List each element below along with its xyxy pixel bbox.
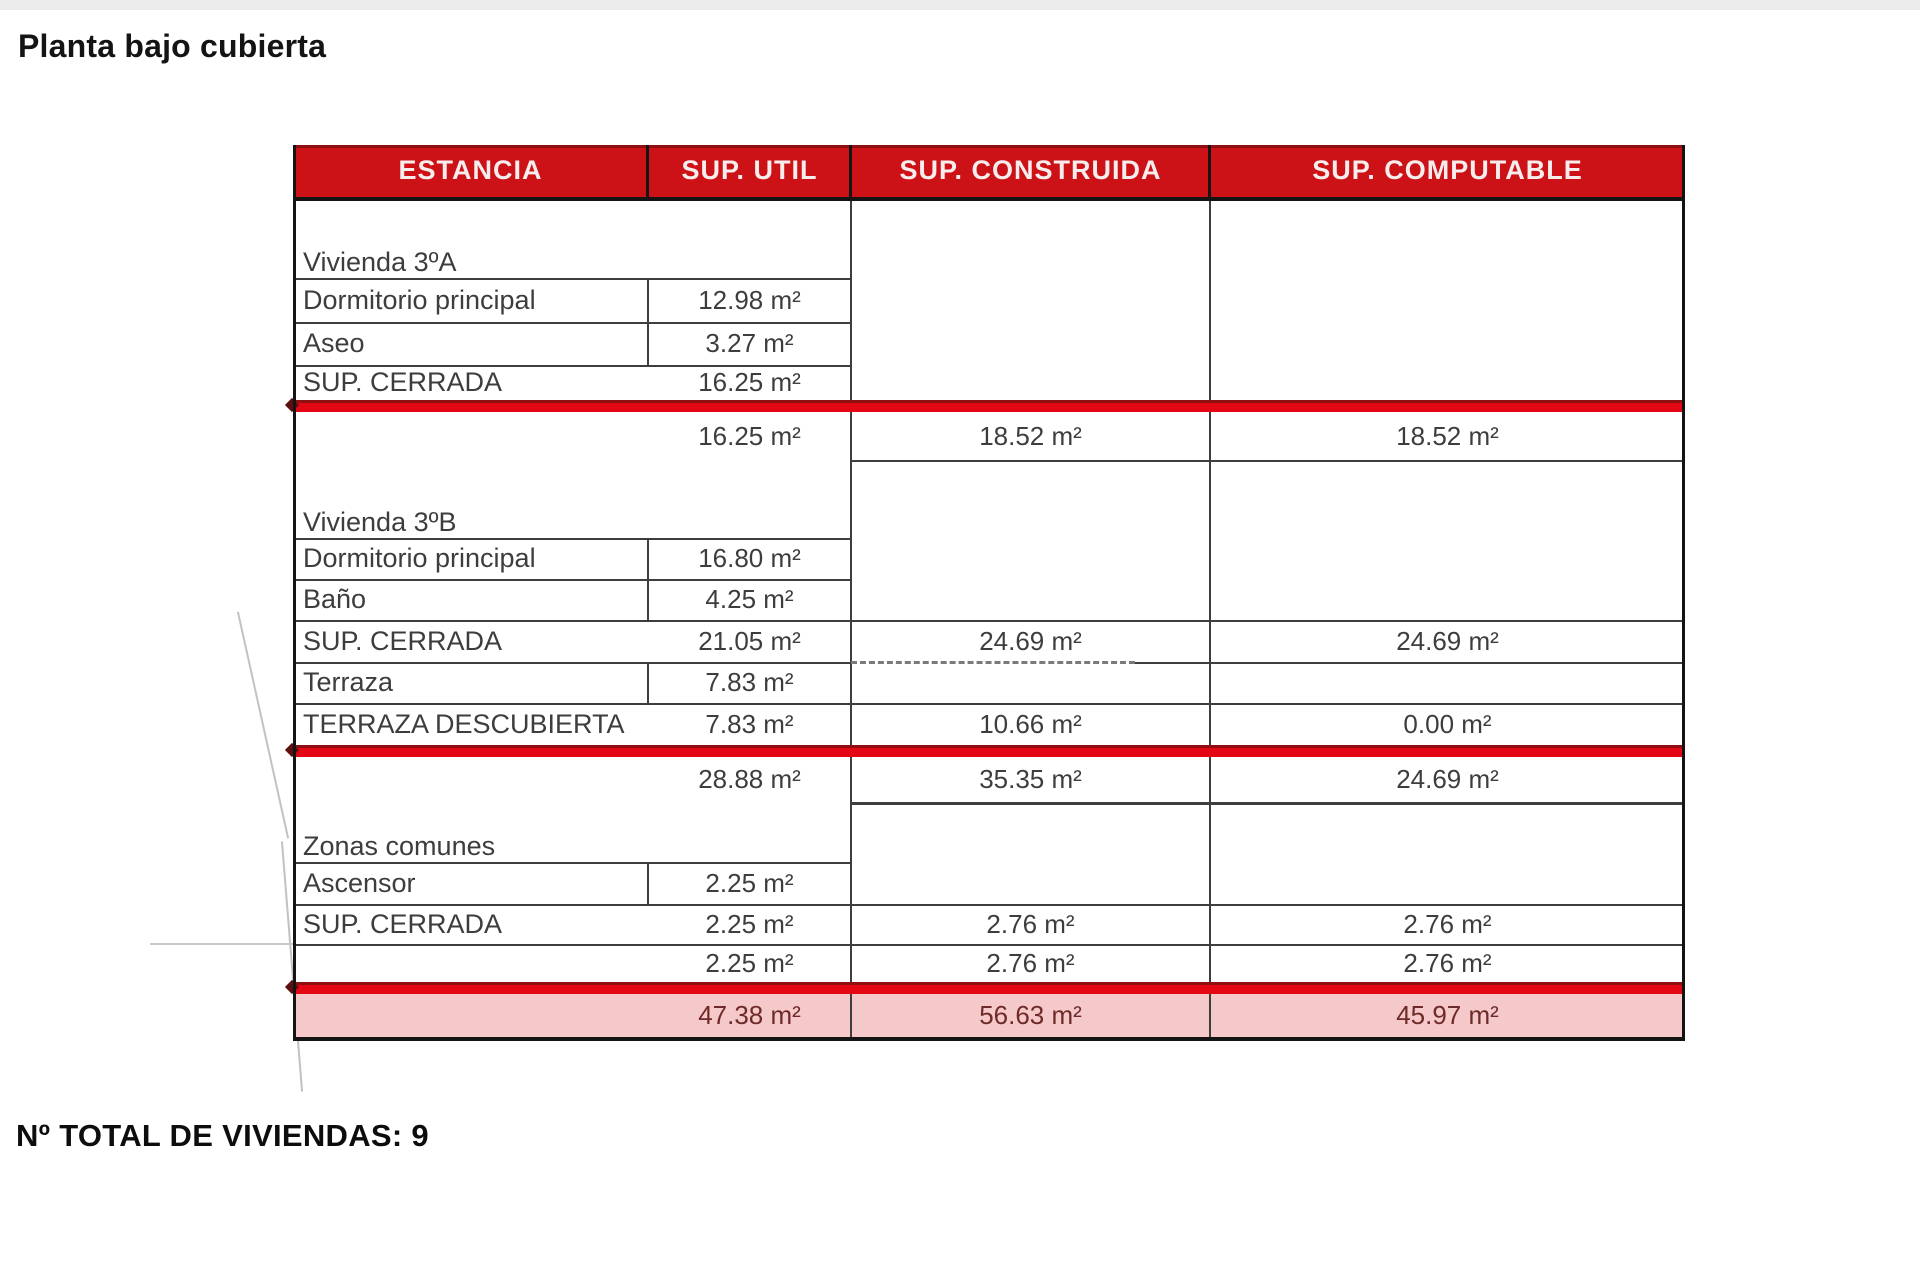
row-util-value: 3.27 m² [705, 328, 794, 358]
subtotal-construida: 2.76 m² [986, 948, 1075, 978]
section-label: Vivienda 3ºB [303, 507, 457, 537]
subtotal-computable: 24.69 m² [1396, 764, 1499, 794]
header-sup-construida: SUP. CONSTRUIDA [899, 155, 1162, 185]
row-util-value: 7.83 m² [705, 667, 794, 697]
row-label: SUP. CERRADA [303, 367, 503, 397]
scan-tick-line [150, 943, 293, 945]
row-construida-value: 2.76 m² [986, 909, 1075, 939]
row-label: TERRAZA DESCUBIERTA [303, 709, 625, 739]
header-estancia: ESTANCIA [398, 155, 543, 185]
page-title: Planta bajo cubierta [18, 28, 327, 64]
section-label: Vivienda 3ºA [303, 247, 457, 277]
total-computable: 45.97 m² [1396, 1000, 1499, 1030]
table-border-right [1682, 145, 1685, 1041]
row-label: Baño [303, 584, 367, 614]
subtotal-construida: 35.35 m² [979, 764, 1082, 794]
total-util: 47.38 m² [698, 1000, 801, 1030]
subtotal-util: 28.88 m² [698, 764, 801, 794]
grid-line [646, 145, 649, 197]
header-sup-util: SUP. UTIL [681, 155, 818, 185]
row-util-value: 4.25 m² [705, 584, 794, 614]
row-util-value: 16.80 m² [698, 543, 801, 573]
row-util-value: 2.25 m² [705, 868, 794, 898]
row-computable-value: 24.69 m² [1396, 626, 1499, 656]
row-label: SUP. CERRADA [303, 909, 503, 939]
subtotal-construida: 18.52 m² [979, 421, 1082, 451]
subtotal-util: 16.25 m² [698, 421, 801, 451]
subtotal-util: 2.25 m² [705, 948, 794, 978]
scan-edge-strip [0, 0, 1920, 10]
subtotal-computable: 2.76 m² [1403, 948, 1492, 978]
grid-line [1135, 662, 1685, 664]
row-construida-value: 24.69 m² [979, 626, 1082, 656]
row-label: Dormitorio principal [303, 285, 536, 315]
row-computable-value: 0.00 m² [1403, 709, 1492, 739]
grid-line [849, 145, 852, 197]
header-sup-computable: SUP. COMPUTABLE [1312, 155, 1583, 185]
grid-line [851, 802, 1685, 805]
section-label: Zonas comunes [303, 831, 496, 861]
row-label: Aseo [303, 328, 365, 358]
red-separator [293, 400, 1685, 412]
total-viviendas-note: Nº TOTAL DE VIVIENDAS: 9 [16, 1118, 429, 1153]
total-construida: 56.63 m² [979, 1000, 1082, 1030]
areas-table [293, 145, 1685, 1041]
row-label: Terraza [303, 667, 394, 697]
row-label: Dormitorio principal [303, 543, 536, 573]
scan-scratch-line [237, 612, 289, 839]
table-border-bottom [293, 1037, 1685, 1041]
row-label: SUP. CERRADA [303, 626, 503, 656]
row-construida-value: 10.66 m² [979, 709, 1082, 739]
red-separator [293, 982, 1685, 994]
row-util-value: 16.25 m² [698, 367, 801, 397]
row-util-value: 2.25 m² [705, 909, 794, 939]
row-util-value: 12.98 m² [698, 285, 801, 315]
row-label: Ascensor [303, 868, 416, 898]
row-util-value: 21.05 m² [698, 626, 801, 656]
table-border-left [293, 145, 296, 1041]
row-util-value: 7.83 m² [705, 709, 794, 739]
subtotal-computable: 18.52 m² [1396, 421, 1499, 451]
grid-line [1208, 145, 1211, 197]
red-separator [293, 745, 1685, 757]
row-computable-value: 2.76 m² [1403, 909, 1492, 939]
grid-line [851, 460, 1685, 462]
